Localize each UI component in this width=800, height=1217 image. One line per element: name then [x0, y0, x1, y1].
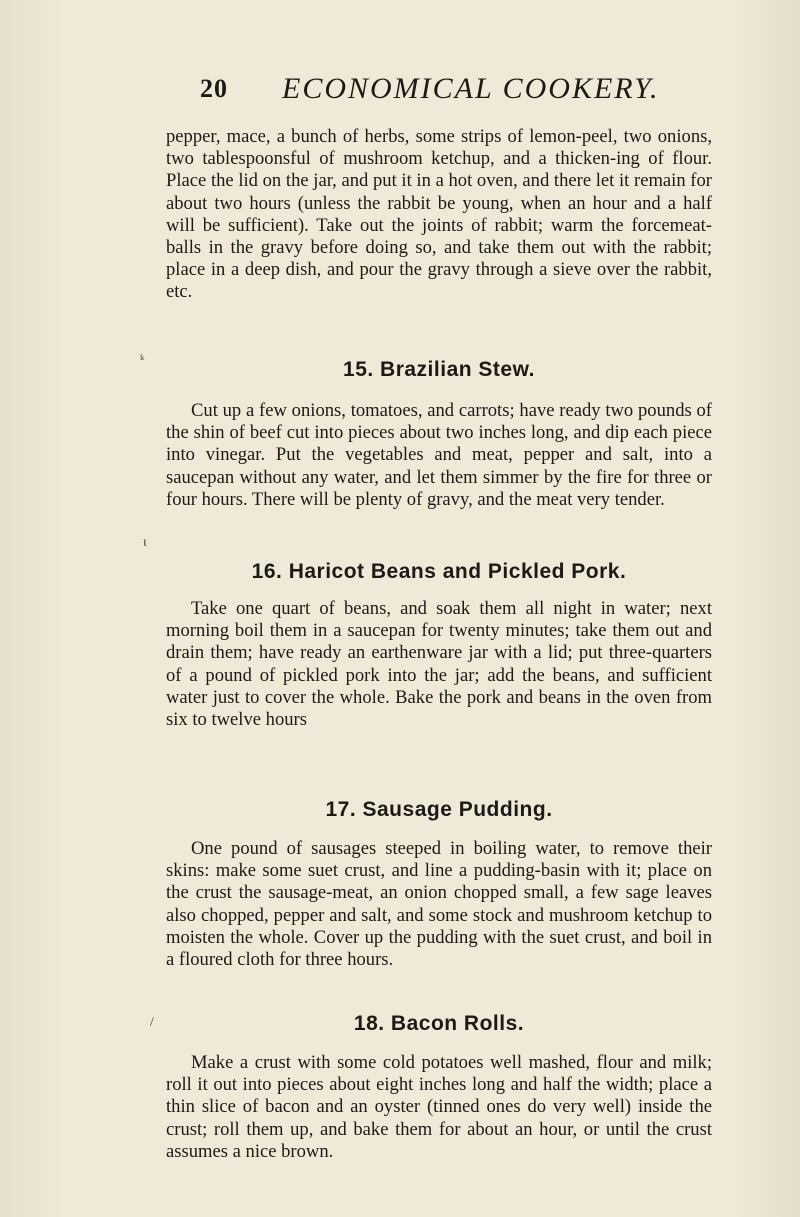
running-title: ECONOMICAL COOKERY. [282, 72, 660, 105]
recipe-text-17: One pound of sausages steeped in boiling water, to remove their skins: make some suet crust, and line a pudding-basin with it; place on the crust the sausage-meat, an onion chopped small, a few sage leaves also chopped, pepper and salt, and some stock and mushroom ketchup to moisten the whole. Cover up the pudding with the suet crust, and boil in a floured cloth for three hours. [166, 838, 712, 971]
recipe-heading-16: 16. Haricot Beans and Pickled Pork. [251, 560, 627, 583]
page-number: 20 [200, 74, 228, 103]
intro-paragraph: pepper, mace, a bunch of herbs, some strips of lemon-peel, two onions, two tablespoonsful of mushroom ketchup, and a thicken-ing of flour. Place the lid on the jar, and put it in a hot oven, and there let it remain for about two hours (unless the rabbit be young, when an hour and a half will be sufficient). Take out the joints of rabbit; warm the forcemeat-balls in the gravy before doing so, and take them out with the rabbit; place in a deep dish, and pour the gravy through a sieve over the rabbit, etc. [166, 126, 712, 303]
margin-mark: ᵏ [140, 353, 145, 368]
margin-mark: ι [143, 535, 147, 550]
recipe-heading-17: 17. Sausage Pudding. [325, 798, 553, 821]
recipe-text-18: Make a crust with some cold potatoes well mashed, flour and milk; roll it out into pieces about eight inches long and half the width; place a thin slice of bacon and an oyster (tinned ones do very well) inside the crust; roll them up, and bake them for about an hour, or until the crust assumes a nice brown. [166, 1052, 712, 1162]
recipe-text-15: Cut up a few onions, tomatoes, and carrots; have ready two pounds of the shin of beef cut into pieces about two inches long, and dip each piece into vinegar. Put the vegetables and meat, pepper and salt, into a saucepan without any water, and let them simmer by the fire for three or four hours. There will be plenty of gravy, and the meat very tender. [166, 400, 712, 510]
recipe-heading-15: 15. Brazilian Stew. [343, 358, 535, 381]
recipe-text-16: Take one quart of beans, and soak them all night in water; next morning boil them in a saucepan for twenty minutes; take them out and drain them; have ready an earthenware jar with a lid; put three-quarters of a pound of pickled pork into the jar; add the beans, and sufficient water just to cover the whole. Bake the pork and beans in the oven from six to twelve hours [166, 598, 712, 731]
recipe-heading-18: 18. Bacon Rolls. [353, 1012, 525, 1035]
margin-mark: / [150, 1015, 154, 1030]
running-head [0, 72, 800, 112]
